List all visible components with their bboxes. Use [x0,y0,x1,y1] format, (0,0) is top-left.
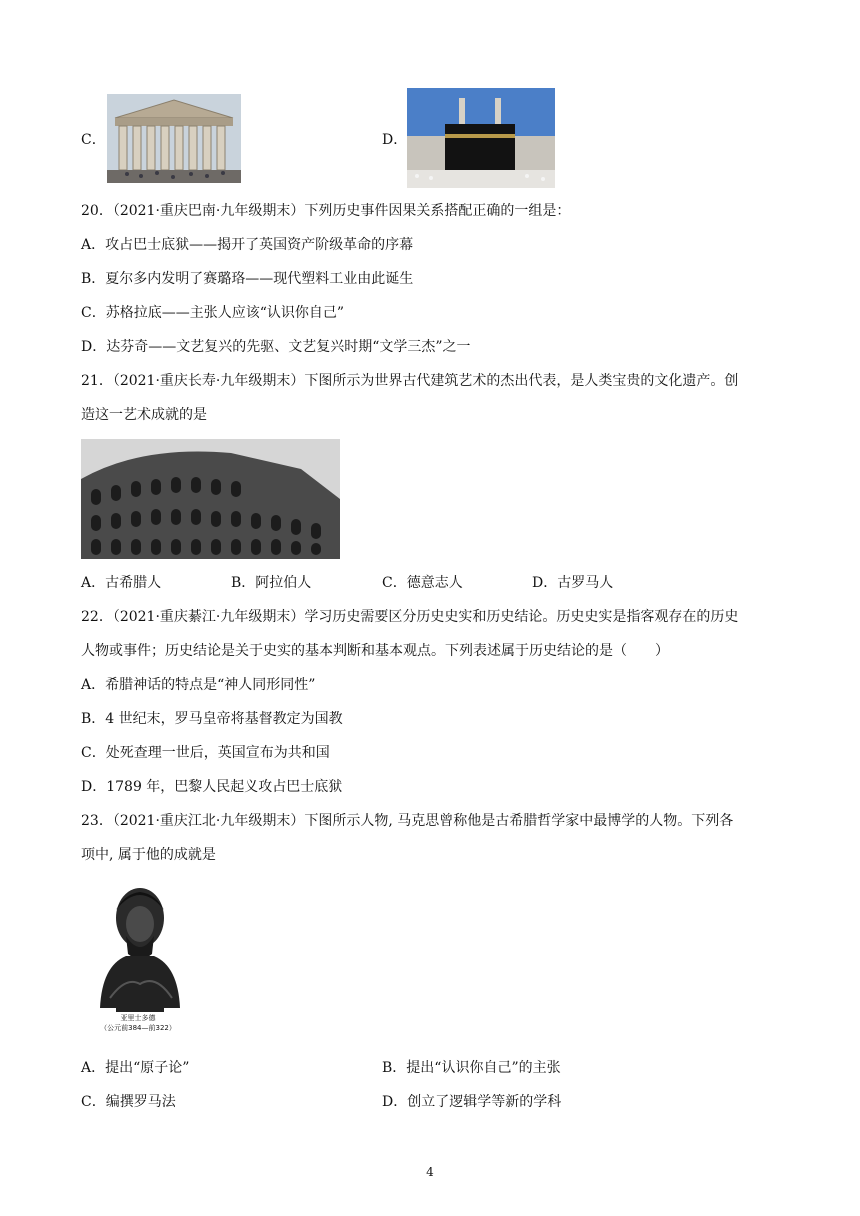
q21-stem-line1: 21．（2021·重庆长寿·九年级期末）下图所示为世界古代建筑艺术的杰出代表，是人类宝贵的文化遗产。创 [81,373,739,389]
q20-option-d: D．达芬奇——文艺复兴的先驱、文艺复兴时期“文学三杰”之一 [81,339,471,355]
colosseum-image [81,439,340,559]
q23-option-d: D．创立了逻辑学等新的学科 [382,1094,562,1110]
option-d-label: D． [382,132,408,148]
q20-option-c: C．苏格拉底——主张人应该“认识你自己” [81,305,345,321]
q23-option-b: B．提出“认识你自己”的主张 [382,1060,561,1076]
q22-option-a: A．希腊神话的特点是“神人同形同性” [81,677,316,693]
q20-option-a: A．攻占巴士底狱——揭开了英国资产阶级革命的序幕 [81,237,414,253]
q21-option-c: C．德意志人 [382,575,463,591]
q23-option-a: A．提出“原子论” [81,1060,190,1076]
aristotle-caption-dates: （公元前384—前322） [100,1024,176,1032]
q23-stem-line1: 23．（2021·重庆江北·九年级期末）下图所示人物, 马克思曾称他是古希腊哲学家中最博学的人物。下列各 [81,813,734,829]
q21-option-a: A．古希腊人 [81,575,162,591]
aristotle-caption-name: 亚里士多德 [120,1014,156,1022]
q22-stem-line2: 人物或事件；历史结论是关于史实的基本判断和基本观点。下列表述属于历史结论的是（ ） [81,643,669,659]
kaaba-image [407,88,555,188]
q20-option-b: B．夏尔多内发明了赛璐珞——现代塑料工业由此诞生 [81,271,414,287]
page-number: 4 [426,1165,434,1179]
aristotle-bust-image [86,880,190,1036]
q22-option-b: B．4 世纪末，罗马皇帝将基督教定为国教 [81,711,343,727]
q20-stem: 20．（2021·重庆巴南·九年级期末）下列历史事件因果关系搭配正确的一组是： [81,203,571,219]
q23-stem-line2: 项中, 属于他的成就是 [81,847,216,863]
q21-option-b: B．阿拉伯人 [231,575,312,591]
q21-stem-line2: 造这一艺术成就的是 [81,407,207,423]
q23-option-c: C．编撰罗马法 [81,1094,176,1110]
q22-option-c: C．处死查理一世后，英国宣布为共和国 [81,745,330,761]
q22-option-d: D．1789 年，巴黎人民起义攻占巴士底狱 [81,779,343,795]
q22-stem-line1: 22．（2021·重庆綦江·九年级期末）学习历史需要区分历史史实和历史结论。历史史实是指客观存在的历史 [81,609,739,625]
pantheon-image [107,94,241,183]
option-c-label: C． [81,132,106,148]
q21-option-d: D．古罗马人 [532,575,614,591]
